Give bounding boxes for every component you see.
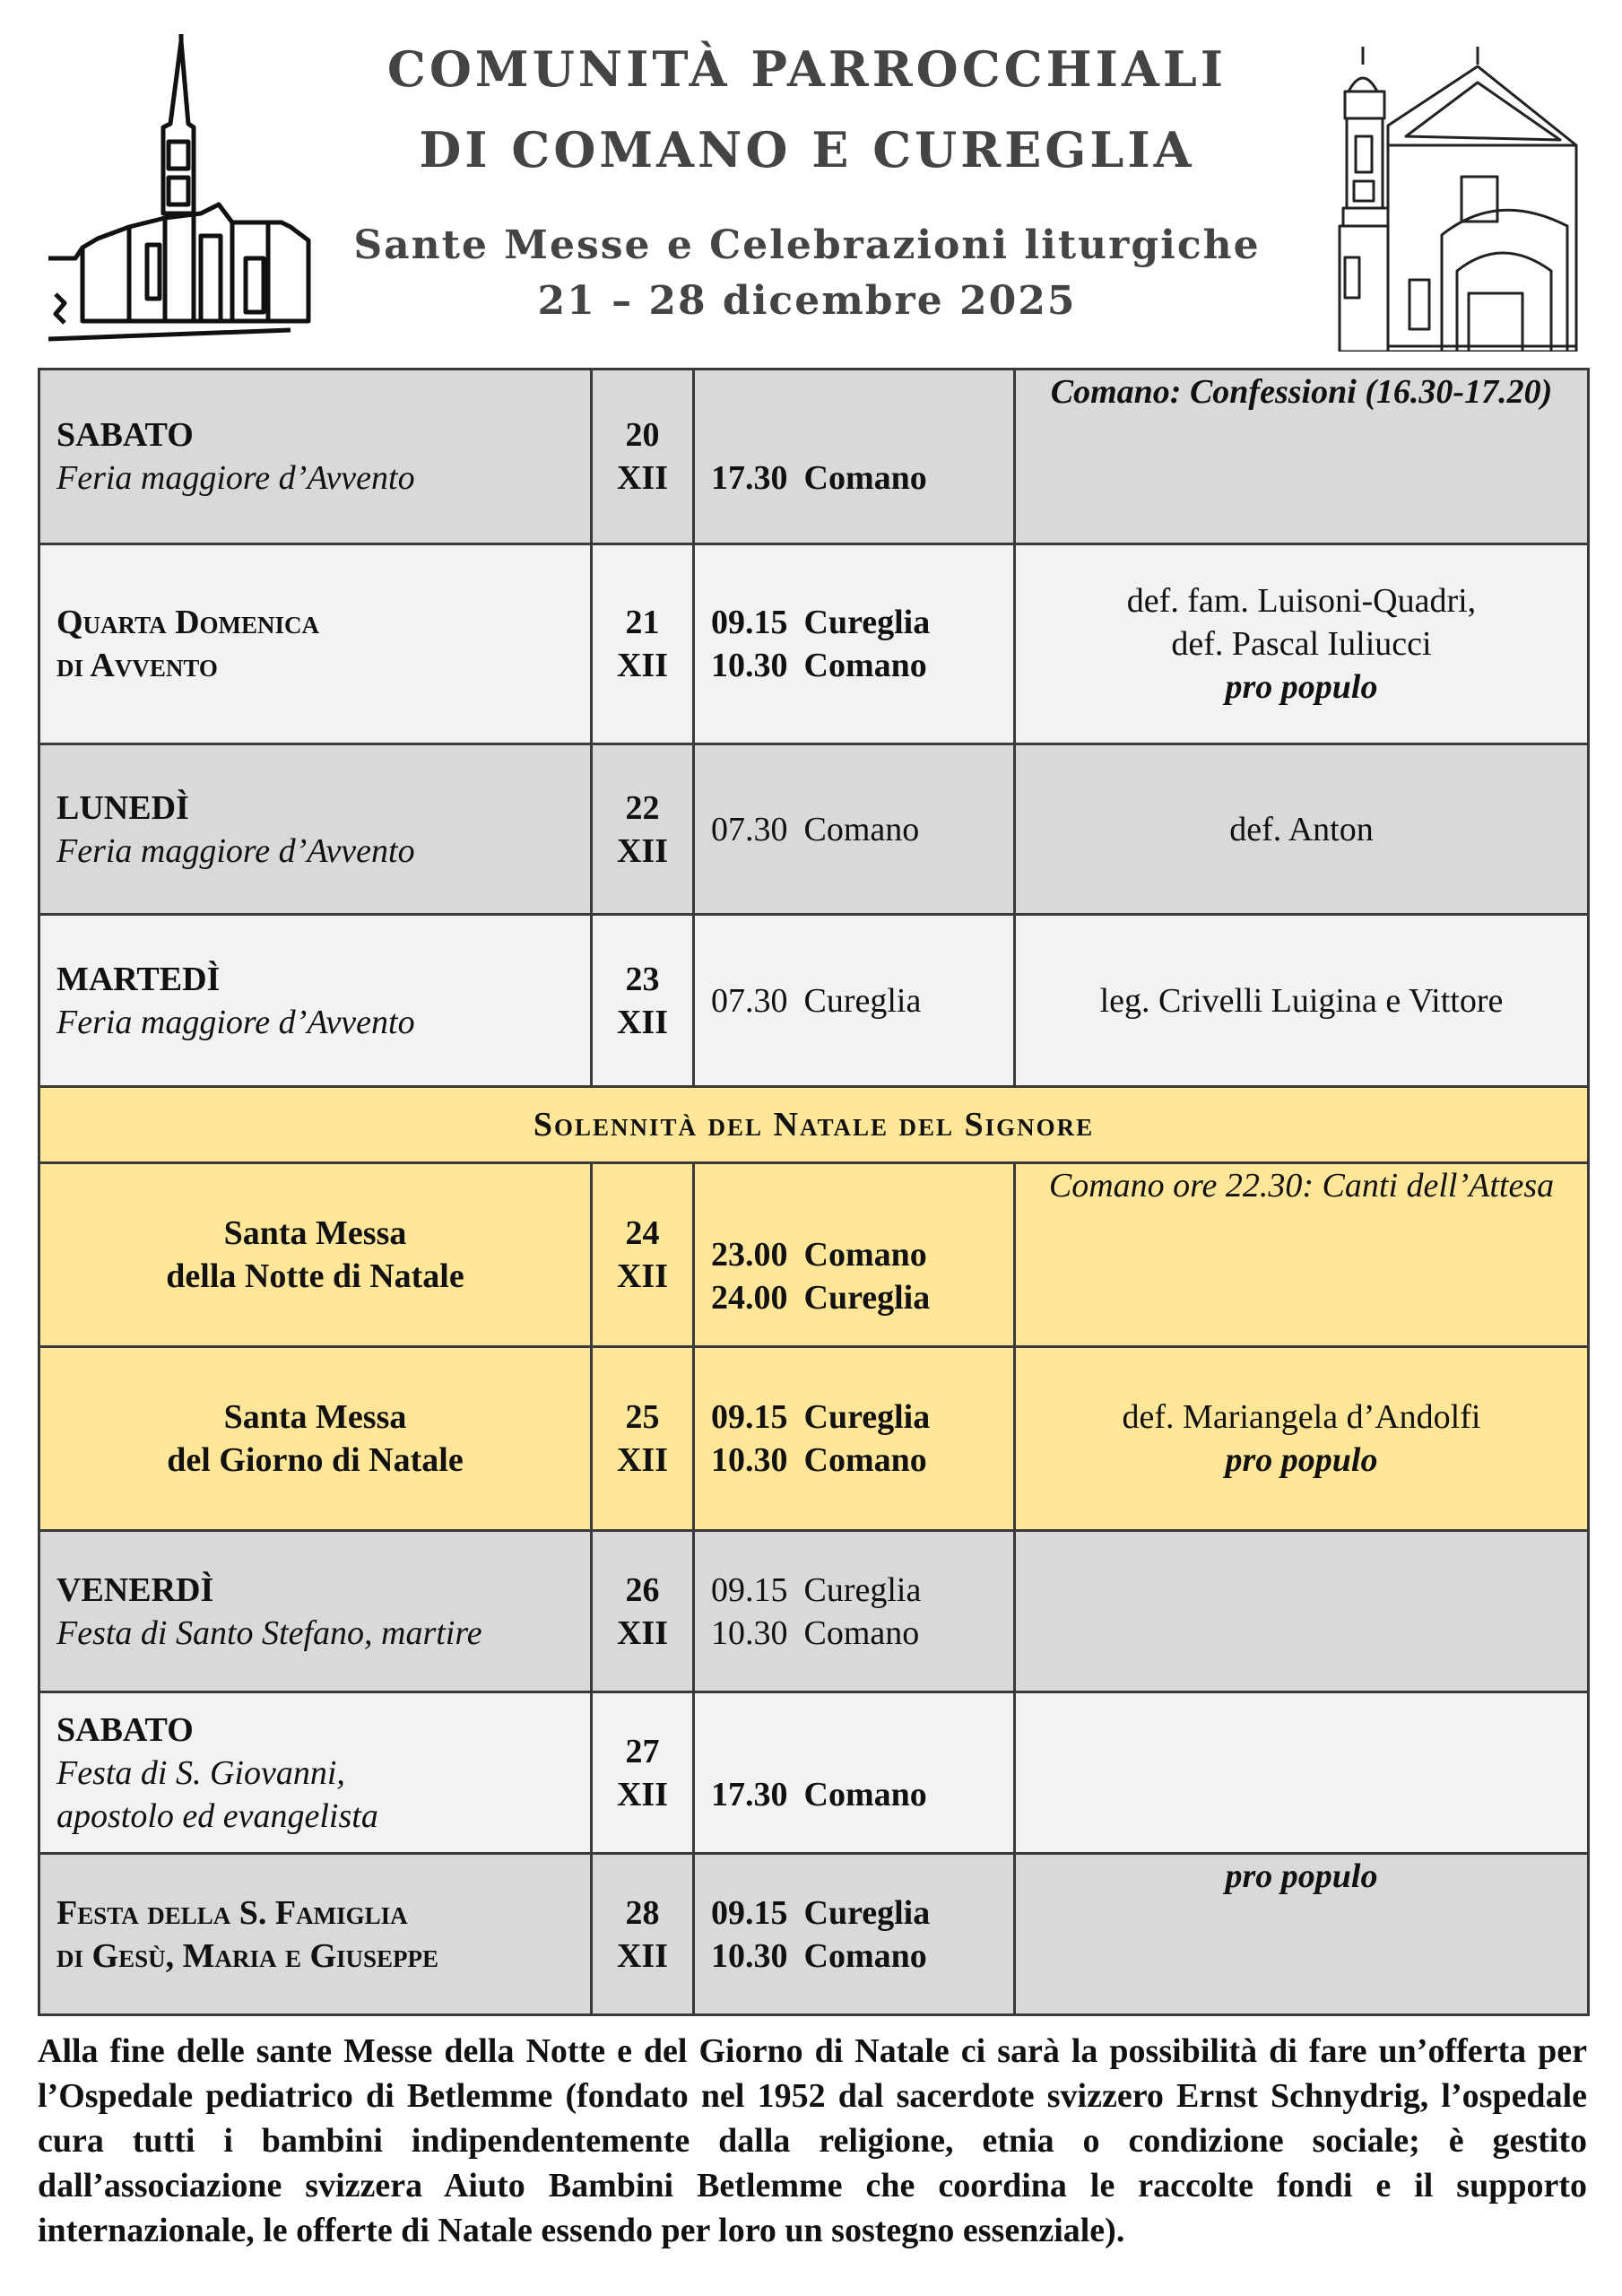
table-row xyxy=(39,1854,1589,2015)
date-day: 20 xyxy=(625,416,660,454)
day-cell xyxy=(39,1531,592,1692)
page-title-line2: DI COMANO E CUREGLIA xyxy=(419,121,1195,178)
date-cell xyxy=(592,1692,694,1854)
day-subtitle: Festa di Santo Stefano, martire xyxy=(56,1613,482,1652)
note-cell xyxy=(1015,370,1589,544)
mass-time: 10.30 xyxy=(711,1613,788,1652)
note-cell xyxy=(1015,1854,1589,2015)
mass-place: Comano xyxy=(803,1936,927,1975)
day-name: MARTEDÌ xyxy=(56,960,221,998)
table-row xyxy=(39,1347,1589,1531)
date-day: 23 xyxy=(625,960,660,998)
day-subtitle: Feria maggiore d’Avvento xyxy=(56,1003,415,1041)
mass-entry xyxy=(711,1233,1013,1276)
date-cell xyxy=(592,544,694,744)
mass-place: Cureglia xyxy=(803,1398,931,1436)
table-row xyxy=(39,744,1589,915)
mass-entry xyxy=(711,1439,1013,1482)
date-day: 21 xyxy=(625,604,660,641)
mass-entry xyxy=(711,1569,1013,1612)
day-name: SABATO xyxy=(56,416,194,454)
note-line: def. fam. Luisoni-Quadri, xyxy=(1126,582,1477,620)
mass-time: 09.15 xyxy=(711,1570,788,1609)
church-cureglia-drawing-icon xyxy=(1336,47,1580,352)
day-cell xyxy=(39,915,592,1087)
date-cell xyxy=(592,915,694,1087)
day-cell xyxy=(39,1163,592,1347)
note-cell xyxy=(1015,1692,1589,1854)
time-cell xyxy=(694,1692,1015,1854)
mass-time: 17.30 xyxy=(711,1775,788,1813)
mass-entry xyxy=(711,1773,1013,1816)
mass-place: Cureglia xyxy=(803,1279,931,1317)
day-name: Festa della S. Famiglia xyxy=(56,1893,408,1932)
day-cell xyxy=(39,1347,592,1531)
day-subtitle: Festa di S. Giovanni, xyxy=(56,1753,345,1792)
date-day: 24 xyxy=(625,1214,660,1252)
day-subtitle-line2: apostolo ed evangelista xyxy=(56,1796,378,1835)
day-cell xyxy=(39,1692,592,1854)
table-row xyxy=(39,1163,1589,1347)
mass-entry xyxy=(711,644,1013,687)
mass-time: 09.15 xyxy=(711,1893,788,1932)
day-name: LUNEDÌ xyxy=(56,788,189,827)
mass-time: 10.30 xyxy=(711,1936,788,1975)
mass-place: Comano xyxy=(803,810,920,848)
day-name-line2: della Notte di Natale xyxy=(166,1257,464,1295)
section-banner: Solennità del Natale del Signore xyxy=(39,1087,1589,1163)
note-cell xyxy=(1015,1163,1589,1347)
schedule-table xyxy=(38,368,1590,2016)
page-subtitle: Sante Messe e Celebrazioni liturgiche xyxy=(353,222,1261,268)
mass-entry xyxy=(711,1276,1013,1319)
date-range: 21 – 28 dicembre 2025 xyxy=(537,278,1077,324)
date-cell xyxy=(592,1347,694,1531)
mass-entry xyxy=(711,1612,1013,1655)
day-name-line2: di Avvento xyxy=(56,647,218,684)
date-month: XII xyxy=(616,459,669,497)
table-row xyxy=(39,1531,1589,1692)
mass-time: 07.30 xyxy=(711,810,788,848)
donation-note: Alla fine delle sante Messe della Notte e del Giorno di Natale ci sarà la possibilità di fare un’offerta per l’Ospedale pediatrico di Betlemme (fondato nel 1952 dal sacerdote svizzero Ernst Schnydrig, l’ospedale cura tutti i bambini indipendentemente dalla religione, etnia o condizione sociale; è gestito dall’associazione svizzera Aiuto Bambini Betlemme che coordina le raccolte fondi e il supporto internazionale, le offerte di Natale essendo per loro un sostegno essenziale). xyxy=(38,2032,1587,2249)
time-cell xyxy=(694,915,1015,1087)
date-month: XII xyxy=(616,1003,669,1041)
day-subtitle: Feria maggiore d’Avvento xyxy=(56,459,415,497)
note-cell xyxy=(1015,915,1589,1087)
note-cell xyxy=(1015,1531,1589,1692)
day-cell xyxy=(39,370,592,544)
date-cell xyxy=(592,1163,694,1347)
mass-place: Cureglia xyxy=(803,1893,931,1932)
time-cell xyxy=(694,1531,1015,1692)
mass-time: 09.15 xyxy=(711,1398,788,1436)
mass-place: Cureglia xyxy=(803,981,922,1020)
table-row xyxy=(39,370,1589,544)
church-comano-drawing-icon xyxy=(39,34,335,348)
date-day: 22 xyxy=(625,788,660,827)
date-cell xyxy=(592,1854,694,2015)
mass-entry xyxy=(711,1892,1013,1935)
mass-time: 10.30 xyxy=(711,1441,788,1479)
note-line: def. Mariangela d’Andolfi xyxy=(1122,1398,1481,1436)
date-day: 25 xyxy=(625,1398,660,1436)
mass-place: Cureglia xyxy=(803,1570,922,1609)
note-line: def. Anton xyxy=(1229,810,1374,848)
note-line: Comano: Confessioni (16.30-17.20) xyxy=(1050,373,1553,411)
date-cell xyxy=(592,370,694,544)
mass-time: 07.30 xyxy=(711,981,788,1020)
section-banner-row xyxy=(39,1087,1589,1163)
date-month: XII xyxy=(616,1936,669,1975)
mass-time: 10.30 xyxy=(711,647,788,684)
mass-place: Comano xyxy=(803,1236,927,1274)
mass-place: Comano xyxy=(803,647,927,684)
date-cell xyxy=(592,1531,694,1692)
time-cell xyxy=(694,370,1015,544)
day-name-line2: del Giorno di Natale xyxy=(167,1441,464,1479)
date-day: 27 xyxy=(625,1732,660,1770)
page-title-line1: COMUNITÀ PARROCCHIALI xyxy=(386,40,1227,98)
mass-place: Comano xyxy=(803,1441,927,1479)
time-cell xyxy=(694,1854,1015,2015)
note-line: pro populo xyxy=(1225,668,1378,706)
note-cell xyxy=(1015,544,1589,744)
date-month: XII xyxy=(616,1257,669,1295)
note-line: leg. Crivelli Luigina e Vittore xyxy=(1099,981,1504,1020)
date-month: XII xyxy=(616,1775,669,1813)
date-month: XII xyxy=(616,1613,669,1652)
note-cell xyxy=(1015,1347,1589,1531)
day-cell xyxy=(39,744,592,915)
day-cell xyxy=(39,544,592,744)
date-month: XII xyxy=(616,831,669,870)
time-cell xyxy=(694,1163,1015,1347)
date-day: 26 xyxy=(625,1570,660,1609)
day-name: SABATO xyxy=(56,1710,194,1749)
mass-time: 17.30 xyxy=(711,459,788,497)
day-name: Quarta Domenica xyxy=(56,604,320,641)
day-name: Santa Messa xyxy=(223,1214,407,1252)
mass-entry xyxy=(711,808,1013,851)
note-line: pro populo xyxy=(1225,1857,1378,1895)
mass-time: 09.15 xyxy=(711,604,788,641)
mass-entry xyxy=(711,1935,1013,1978)
time-cell xyxy=(694,1347,1015,1531)
time-cell xyxy=(694,744,1015,915)
table-row xyxy=(39,1692,1589,1854)
note-line: def. Pascal Iuliucci xyxy=(1171,625,1432,663)
day-subtitle: Feria maggiore d’Avvento xyxy=(56,831,415,870)
mass-entry xyxy=(711,601,1013,644)
note-cell xyxy=(1015,744,1589,915)
mass-place: Comano xyxy=(803,1775,927,1813)
mass-time: 24.00 xyxy=(711,1279,788,1317)
mass-place: Comano xyxy=(803,1613,920,1652)
table-row xyxy=(39,544,1589,744)
day-name: Santa Messa xyxy=(223,1398,407,1436)
mass-place: Cureglia xyxy=(803,604,931,641)
table-row xyxy=(39,915,1589,1087)
date-month: XII xyxy=(616,1441,669,1479)
note-line: Comano ore 22.30: Canti dell’Attesa xyxy=(1048,1167,1555,1205)
mass-entry xyxy=(711,457,1013,500)
mass-time: 23.00 xyxy=(711,1236,788,1274)
mass-entry xyxy=(711,979,1013,1022)
note-line: pro populo xyxy=(1225,1441,1378,1479)
time-cell xyxy=(694,544,1015,744)
day-cell xyxy=(39,1854,592,2015)
day-name-line2: di Gesù, Maria e Giuseppe xyxy=(56,1936,439,1975)
date-day: 28 xyxy=(625,1893,660,1932)
mass-place: Comano xyxy=(803,459,927,497)
mass-entry xyxy=(711,1396,1013,1439)
date-month: XII xyxy=(616,647,669,684)
day-name: VENERDÌ xyxy=(56,1570,214,1609)
date-cell xyxy=(592,744,694,915)
